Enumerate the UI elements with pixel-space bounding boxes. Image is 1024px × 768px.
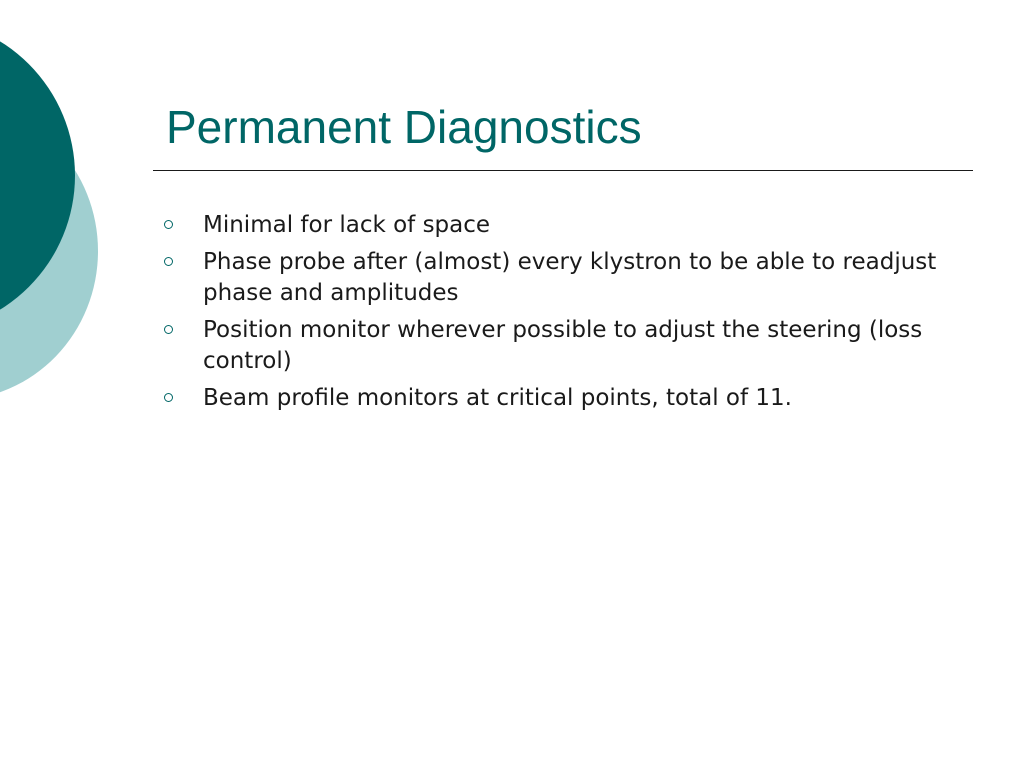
bullet-list bbox=[164, 210, 964, 420]
bullet-text: Beam profile monitors at critical points, total of 11. bbox=[203, 385, 792, 411]
hollow-circle-bullet-icon bbox=[164, 220, 173, 229]
slide-title: Permanent Diagnostics bbox=[166, 101, 642, 153]
bullet-text: Minimal for lack of space bbox=[203, 212, 491, 238]
hollow-circle-bullet-icon bbox=[164, 257, 173, 266]
bullet-item bbox=[164, 315, 964, 377]
hollow-circle-bullet-icon bbox=[164, 325, 173, 334]
hollow-circle-bullet-icon bbox=[164, 393, 173, 402]
bullet-item bbox=[164, 210, 964, 241]
bullet-text: Position monitor wherever possible to adjust the steering (loss control) bbox=[203, 317, 923, 374]
bullet-item bbox=[164, 383, 964, 414]
bullet-text: Phase probe after (almost) every klystron to be able to readjust phase and amplitudes bbox=[203, 249, 937, 306]
bullet-item bbox=[164, 247, 964, 309]
title-divider bbox=[153, 170, 973, 171]
